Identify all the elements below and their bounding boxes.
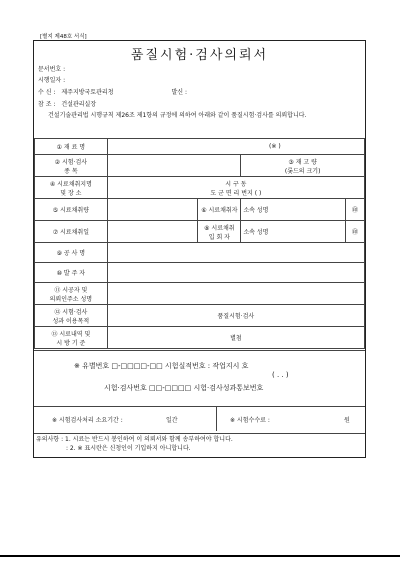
form-number: [별지 제48호 서식] <box>40 34 87 40</box>
qty-value[interactable] <box>107 199 198 221</box>
contractor-label: ⑪ 시공자 및 의뢰인주소 성명 <box>35 283 108 305</box>
client-label: ⑩ 발 주 자 <box>35 263 108 283</box>
site-value-line2: 도 군 면 리 번지 ( ) <box>210 189 262 197</box>
to-value: 제주지방국토관리청 <box>61 89 114 96</box>
test-item-value[interactable] <box>107 155 241 177</box>
site-value-line1: 시 구 동 <box>225 180 247 188</box>
test-number: 시험·검사번호 □□-□□□□ 시험·검사성과통보번호 <box>104 384 264 392</box>
to-label: 수 신 : <box>38 89 56 96</box>
doc-no: 문서번호 : <box>38 66 66 73</box>
site-label: ④ 시료채취지명 및 장 소 <box>35 177 108 199</box>
reference-number-block <box>34 350 365 407</box>
fee-unit[interactable]: 원 <box>344 417 350 424</box>
notes <box>36 435 233 453</box>
project-value[interactable] <box>107 243 364 263</box>
collector-seal: ㊞ <box>346 199 365 221</box>
period-cell <box>34 407 217 431</box>
site-value[interactable] <box>107 177 364 199</box>
witness-value[interactable]: 소속 성명 <box>241 221 346 243</box>
witness-seal: ㊞ <box>346 221 365 243</box>
period-label: ※ 시험검사처리 소요기간 : <box>52 417 123 424</box>
details-value: 별첨 <box>107 327 364 349</box>
note-1: 유의사항 : 1. 시료는 반드시 봉인하여 이 의뢰서와 함께 송부하여야 합니다. <box>36 436 233 443</box>
processing-fee-row <box>34 406 365 434</box>
details-label: ⑬ 시료내역 및 시 방 기 준 <box>35 327 108 349</box>
request-table <box>34 138 365 349</box>
fee-label: ※ 시험수수료 : <box>230 417 270 424</box>
contractor-value[interactable] <box>107 283 364 305</box>
test-item-label: ② 시험·검사 종 목 <box>35 155 108 177</box>
collector-value[interactable]: 소속 성명 <box>241 199 346 221</box>
qty-label: ⑤ 시료채취량 <box>35 199 108 221</box>
work-order-date: ( . . ) <box>272 371 289 379</box>
collector-label: ⑥ 시료채취자 <box>198 199 241 221</box>
material-label: ① 재 료 명 <box>35 139 108 155</box>
from-label: 발신 : <box>171 89 187 96</box>
class-number: ※ 유별번호 □-□□□□-□□ 시험실적번호 : 작업지시 호 <box>74 362 249 370</box>
reference-row <box>38 101 96 109</box>
client-value[interactable] <box>107 263 364 283</box>
witness-label: ⑧ 시료채취 입 회 자 <box>198 221 241 243</box>
purpose-value: 품질시험·검사 <box>107 305 364 327</box>
recipient-row <box>38 89 187 97</box>
stock-label: ③ 재 고 량 (롯드의 크기) <box>241 155 365 177</box>
page-title: 품질시험·검사의뢰서 <box>130 48 269 63</box>
purpose-label: ⑫ 시험·검사 성과 이용목적 <box>35 305 108 327</box>
request-body: 건설기술관리법 시행규칙 제26조 제1항의 규정에 의하여 아래와 같이 품질시험·검사를 의뢰합니다. <box>48 112 307 119</box>
date-label: ⑦ 시료채취일 <box>35 221 108 243</box>
project-label: ⑨ 공 사 명 <box>35 243 108 263</box>
date-value[interactable] <box>107 221 198 243</box>
request-form <box>33 40 366 458</box>
date-field: 시행일자 : <box>38 77 66 84</box>
cc-value: 건설관리실장 <box>61 101 97 108</box>
note-2: : 2. ※ 표시란은 신청인이 기입하지 아니합니다. <box>66 445 191 452</box>
cc-label: 참 조 : <box>38 101 56 108</box>
page-divider <box>0 555 400 557</box>
material-value[interactable]: (※ ) <box>107 139 364 155</box>
period-unit[interactable]: 일간 <box>166 417 178 424</box>
